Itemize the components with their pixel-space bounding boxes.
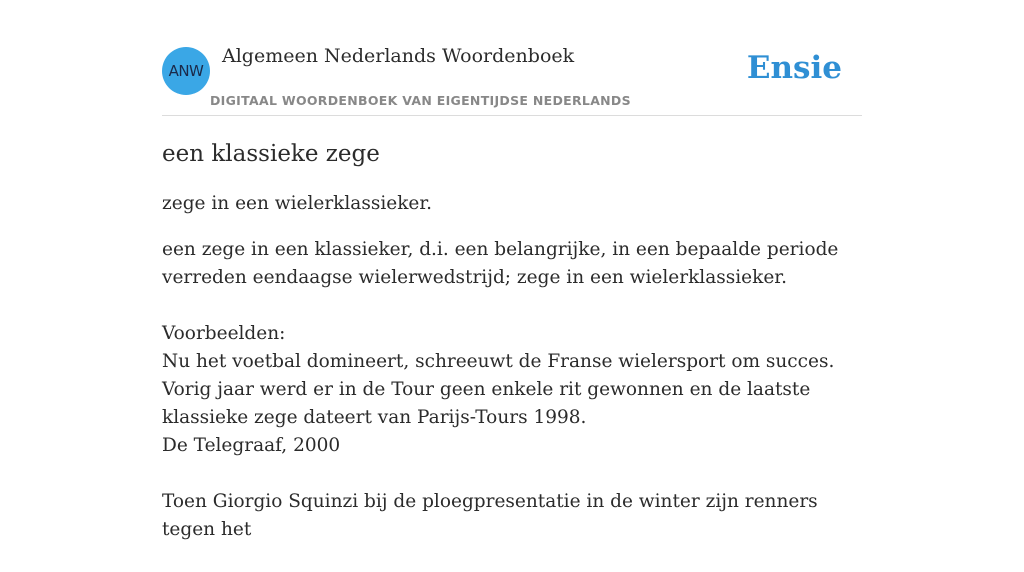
example-text: Toen Giorgio Squinzi bij de ploegpresentatie in de winter zijn renners tegen het [162,491,818,540]
ensie-brand-link[interactable]: Ensie [746,50,842,86]
entry-content [162,138,862,572]
example-source: De Telegraaf, 2000 [162,435,341,456]
app-subtitle: DIGITAAL WOORDENBOEK VAN EIGENTIJDSE NEDERLANDS [210,93,631,108]
site-header [162,0,862,116]
example-item [162,488,862,544]
short-definition: zege in een wielerklassieker. [162,193,433,214]
entry-term: een klassieke zege [162,141,380,167]
examples-heading: Voorbeelden: [162,323,286,344]
long-definition: een zege in een klassieker, d.i. een belangrijke, in een bepaalde periode verreden eendaagse wielerwedstrijd; zege in een wielerklassieker. [162,239,839,288]
anw-logo[interactable]: ANW [162,47,210,95]
example-text: Nu het voetbal domineert, schreeuwt de Franse wielersport om succes. Vorig jaar werd er in de Tour geen enkele rit gewonnen en de laatste klassieke zege dateert van Parijs-Tours 1998. [162,351,835,428]
examples-section [162,320,862,544]
app-title[interactable]: Algemeen Nederlands Woordenboek [222,45,575,67]
example-item [162,348,862,460]
